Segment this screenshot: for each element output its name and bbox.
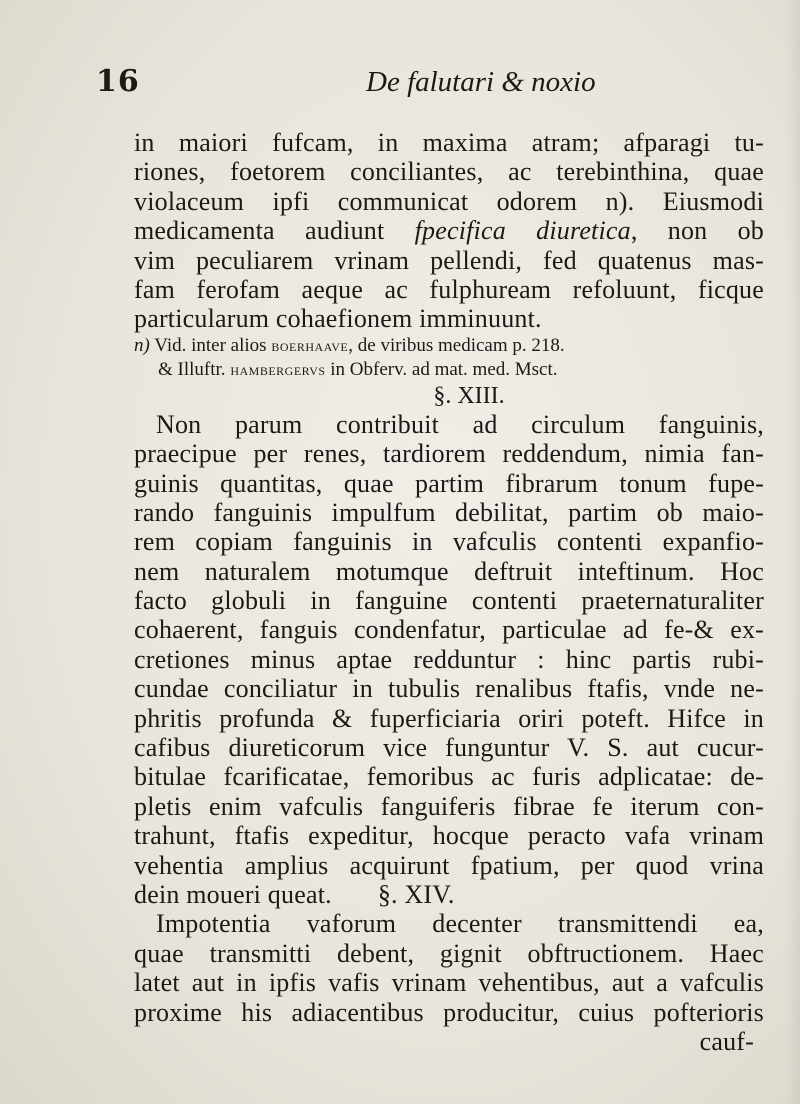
text-line: vim peculiarem vrinam pellendi, fed quatenus mas- <box>134 245 764 275</box>
text-line <box>134 216 764 245</box>
text-line: phritis profunda & fuperficiaria oriri poteft. Hifce in <box>134 703 764 733</box>
text-line: quae transmitti debent, gignit obftructionem. Haec <box>134 938 764 968</box>
text-line: vehentia amplius acquirunt fpatium, per quod vrina <box>134 850 764 880</box>
text-line: Non parum contribuit ad circulum fanguinis, <box>156 409 764 439</box>
text-line: fam ferofam aeque ac fulphuream refoluunt, ficque <box>134 274 764 304</box>
text-line: Impotentia vaforum decenter transmittendi ea, <box>156 909 764 939</box>
text-line: rando fanguinis impulfum debilitat, partim ob maio- <box>134 497 764 527</box>
footnote-text: & Illuftr. <box>158 358 226 380</box>
footnote-marker: n) <box>134 334 150 356</box>
text-line: praecipue per renes, tardiorem reddendum, nimia fan- <box>134 439 764 469</box>
text-line: cafibus diureticorum vice funguntur V. S. aut cucur- <box>134 733 764 763</box>
body-text <box>134 128 764 1056</box>
text-line: violaceum ipfi communicat odorem n). Eiusmodi <box>134 186 764 216</box>
footnote-text: in Obferv. ad mat. med. Msct. <box>330 358 558 380</box>
text-line: rem copiam fanguinis in vafculis contenti expanfio- <box>134 527 764 557</box>
text-line: riones, foetorem conciliantes, ac terebinthina, quae <box>134 157 764 187</box>
footnote-text: Vid. inter alios <box>154 334 267 356</box>
section-heading: §. XIV. <box>377 879 455 909</box>
italic-term: fpecifica diuretica <box>414 216 631 246</box>
text-segment: medicamenta audiunt <box>134 216 415 246</box>
page-header <box>96 64 696 104</box>
text-line: bitulae fcarificatae, femoribus ac furis adplicatae: de- <box>134 762 764 792</box>
page-number: 16 <box>96 64 140 99</box>
footnote-line <box>134 334 764 358</box>
text-line: cohaerent, fanguis condenfatur, particulae ad fe-& ex- <box>134 615 764 645</box>
footnote-author: boerhaave <box>271 335 349 355</box>
text-line: trahunt, ftafis expeditur, hocque peracto vafa vrinam <box>134 821 764 851</box>
text-line: facto globuli in fanguine contenti praeternaturaliter <box>134 586 764 616</box>
running-title: De falutari & noxio <box>366 66 596 98</box>
text-line: nem naturalem motumque deftruit inteftinum. Hoc <box>134 556 764 586</box>
text-line: proxime his adiacentibus producitur, cuius pofterioris <box>134 997 764 1027</box>
footnote-author: hambergervs <box>230 359 326 379</box>
text-line: in maiori fufcam, in maxima atram; afparagi tu- <box>134 128 764 157</box>
catchword-line <box>134 1027 764 1056</box>
footnote-line <box>134 358 764 382</box>
text-line: particularum cohaefionem imminuunt. <box>134 304 542 334</box>
text-line <box>134 880 764 909</box>
text-line: latet aut in ipfis vafis vrinam vehentibus, aut a vafculis <box>134 968 764 998</box>
section-heading: §. XIII. <box>433 382 505 409</box>
page-edge-shadow <box>786 0 800 1104</box>
text-line: pletis enim vafculis fanguiferis fibrae fe iterum con- <box>134 791 764 821</box>
footnote-text: , de viribus medicam p. 218. <box>348 334 565 356</box>
text-segment: , non ob <box>630 216 764 246</box>
text-line: guinis quantitas, quae partim fibrarum tonum fupe- <box>134 468 764 498</box>
catchword: cauf- <box>699 1026 754 1056</box>
text-line: cretiones minus aptae redduntur : hinc partis rubi- <box>134 644 764 674</box>
text-line: cundae conciliatur in tubulis renalibus ftafis, vnde ne- <box>134 674 764 704</box>
text-segment: dein moueri queat. <box>134 879 332 909</box>
